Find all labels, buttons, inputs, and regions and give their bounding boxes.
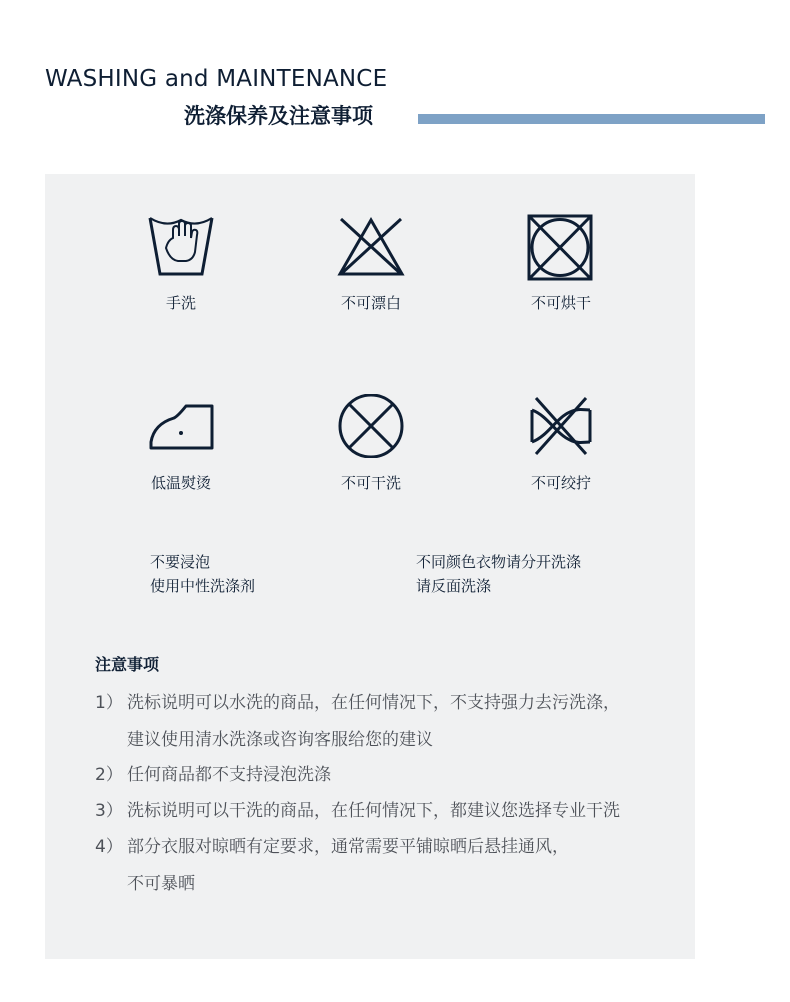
note-number: 4） bbox=[95, 837, 123, 857]
note-text: 任何商品都不支持浸泡洗涤 bbox=[127, 765, 331, 785]
no-tumble-dry-icon bbox=[526, 214, 596, 282]
tips-right bbox=[416, 550, 581, 598]
hand-wash-icon bbox=[146, 214, 216, 278]
tip-text: 使用中性洗涤剂 bbox=[150, 577, 256, 595]
title-english: WASHING and MAINTENANCE bbox=[45, 66, 388, 92]
symbol-no-bleach bbox=[296, 214, 446, 313]
notes-title: 注意事项 bbox=[95, 655, 160, 674]
symbol-label: 不可绞拧 bbox=[530, 474, 591, 492]
title-accent-bar bbox=[418, 114, 765, 124]
symbol-no-dry-clean bbox=[296, 394, 446, 493]
no-wring-icon bbox=[526, 394, 596, 458]
note-text: 洗标说明可以水洗的商品，在任何情况下，不支持强力去污洗涤， bbox=[127, 693, 620, 713]
note-item bbox=[95, 688, 620, 750]
no-dry-clean-icon bbox=[336, 394, 406, 458]
note-item bbox=[95, 796, 620, 821]
note-continuation: 不可暴晒 bbox=[127, 874, 195, 894]
symbol-no-tumble-dry bbox=[486, 214, 636, 313]
symbol-label: 手洗 bbox=[165, 294, 196, 312]
symbol-low-iron bbox=[106, 394, 256, 493]
tip-text: 请反面洗涤 bbox=[416, 577, 492, 595]
low-iron-icon bbox=[146, 394, 216, 458]
note-number: 2） bbox=[95, 765, 123, 785]
note-text: 部分衣服对晾晒有定要求，通常需要平铺晾晒后悬挂通风， bbox=[127, 837, 569, 857]
symbol-label: 低温熨烫 bbox=[150, 474, 211, 492]
symbol-label: 不可漂白 bbox=[340, 294, 401, 312]
note-item bbox=[95, 832, 569, 894]
no-bleach-icon bbox=[336, 214, 406, 278]
title-chinese: 洗涤保养及注意事项 bbox=[184, 104, 373, 128]
symbol-no-wring bbox=[486, 394, 636, 493]
note-continuation: 建议使用清水洗涤或咨询客服给您的建议 bbox=[127, 730, 433, 750]
tips-left bbox=[150, 550, 255, 598]
tip-text: 不要浸泡 bbox=[150, 553, 211, 571]
symbol-label: 不可干洗 bbox=[340, 474, 401, 492]
symbol-hand-wash bbox=[106, 214, 256, 313]
symbol-label: 不可烘干 bbox=[530, 294, 591, 312]
note-text: 洗标说明可以干洗的商品，在任何情况下，都建议您选择专业干洗 bbox=[127, 801, 620, 821]
note-number: 1） bbox=[95, 693, 123, 713]
tip-text: 不同颜色衣物请分开洗涤 bbox=[416, 553, 582, 571]
note-number: 3） bbox=[95, 801, 123, 821]
note-item bbox=[95, 760, 331, 785]
